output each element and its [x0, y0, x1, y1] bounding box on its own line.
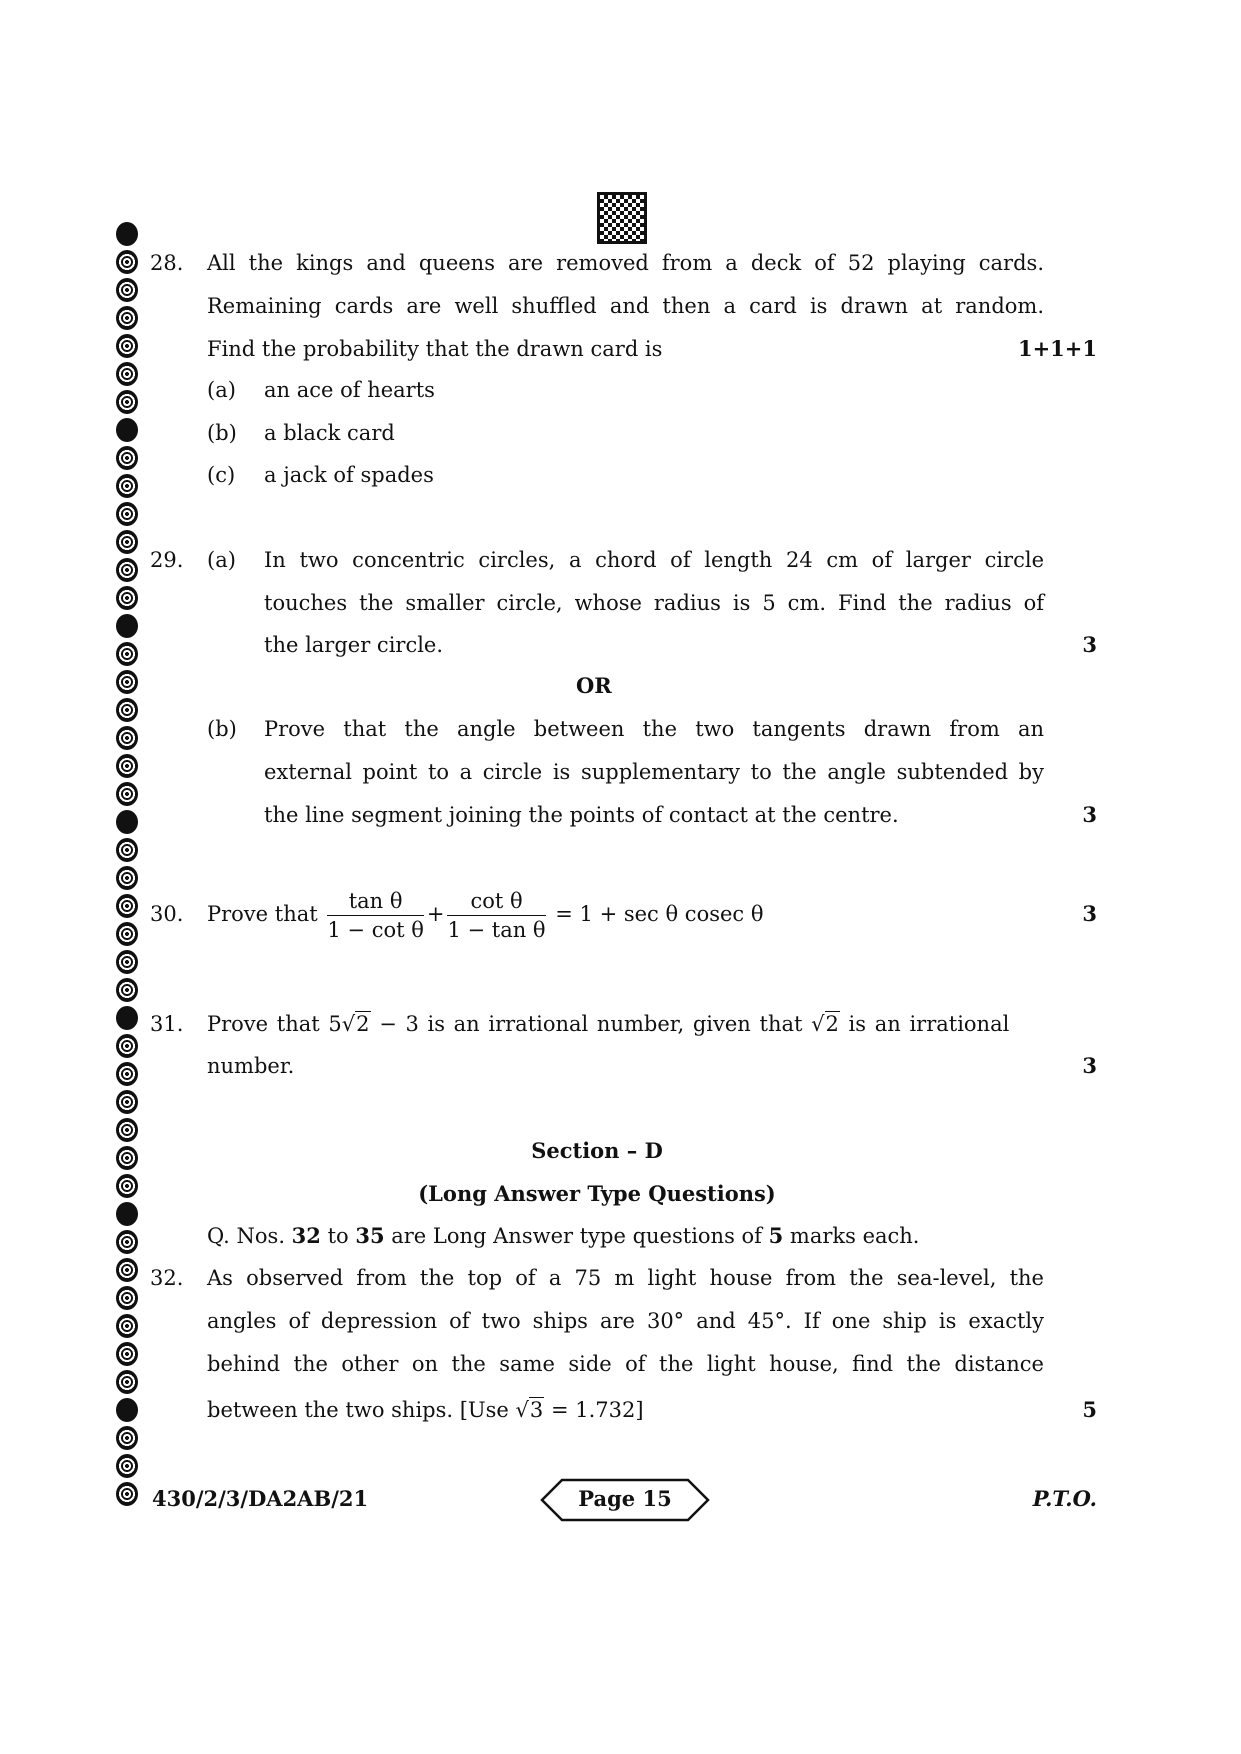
- q29-b-marks: 3: [1082, 802, 1097, 827]
- margin-ring-icon: [116, 642, 138, 666]
- margin-ring-icon: [116, 894, 138, 918]
- margin-ring-icon: [116, 1230, 138, 1254]
- option-text: a jack of spades: [264, 463, 434, 487]
- q29-a-line: In two concentric circles, a chord of length 24 cm of larger circle: [264, 548, 1044, 572]
- text: Prove that 5: [207, 1012, 342, 1036]
- q30-prefix: Prove that: [207, 902, 318, 926]
- q29-number: 29.: [150, 548, 184, 572]
- radicand: 2: [356, 1012, 370, 1036]
- q29-b-line: the line segment joining the points of contact at the centre.: [264, 803, 899, 827]
- t: marks each.: [783, 1224, 920, 1248]
- margin-ring-icon: [116, 1370, 138, 1394]
- pto-label: P.T.O.: [1032, 1486, 1097, 1511]
- numerator: tan θ: [327, 887, 423, 916]
- q29-a-line: the larger circle.: [264, 633, 444, 657]
- margin-ring-icon: [116, 838, 138, 862]
- option-label: (b): [207, 421, 237, 445]
- qr-code: [597, 192, 647, 244]
- left-margin-rings: [116, 222, 146, 1510]
- option-text: a black card: [264, 421, 395, 445]
- margin-ring-icon: [116, 698, 138, 722]
- margin-ring-icon: [116, 502, 138, 526]
- margin-ring-icon: [116, 1062, 138, 1086]
- margin-ring-icon: [116, 922, 138, 946]
- section-instructions: [207, 1223, 919, 1249]
- t: between the two ships. [Use: [207, 1398, 516, 1422]
- margin-ring-icon: [116, 558, 138, 582]
- t: are Long Answer type questions of: [384, 1224, 769, 1248]
- margin-ring-icon: [116, 1398, 138, 1422]
- page-number: Page 15: [578, 1486, 672, 1511]
- fraction-2: [447, 887, 545, 944]
- t: 5: [768, 1223, 784, 1248]
- margin-ring-icon: [116, 278, 138, 302]
- q32-line: angles of depression of two ships are 30° and 45°. If one ship is exactly: [207, 1309, 1044, 1333]
- q31-line: Prove that 5√2 − 3 is an irrational number, given that √2 is an irrational: [207, 1012, 1010, 1036]
- margin-ring-icon: [116, 1314, 138, 1338]
- margin-ring-icon: [116, 1286, 138, 1310]
- margin-ring-icon: [116, 1034, 138, 1058]
- q31-line: number.: [207, 1054, 295, 1078]
- margin-ring-icon: [116, 950, 138, 974]
- q28-line: All the kings and queens are removed from a deck of 52 playing cards.: [207, 251, 1044, 275]
- margin-ring-icon: [116, 306, 138, 330]
- margin-ring-icon: [116, 222, 138, 246]
- q29-b-label: (b): [207, 717, 237, 741]
- margin-ring-icon: [116, 670, 138, 694]
- q32-line: between the two ships. [Use √3 = 1.732]: [207, 1398, 644, 1422]
- q28-line: Remaining cards are well shuffled and then a card is drawn at random.: [207, 294, 1044, 318]
- margin-ring-icon: [116, 1454, 138, 1478]
- q29-b-line: Prove that the angle between the two tangents drawn from an: [264, 717, 1044, 741]
- margin-ring-icon: [116, 334, 138, 358]
- q32-line: As observed from the top of a 75 m light house from the sea-level, the: [207, 1266, 1044, 1290]
- margin-ring-icon: [116, 250, 138, 274]
- q29-a-marks: 3: [1082, 632, 1097, 657]
- q32-line: behind the other on the same side of the light house, find the distance: [207, 1352, 1044, 1376]
- margin-ring-icon: [116, 810, 138, 834]
- margin-ring-icon: [116, 390, 138, 414]
- text: − 3 is an irrational number, given that: [370, 1012, 812, 1036]
- q32-number: 32.: [150, 1266, 184, 1290]
- section-subtitle: (Long Answer Type Questions): [418, 1181, 776, 1206]
- margin-ring-icon: [116, 978, 138, 1002]
- margin-ring-icon: [116, 754, 138, 778]
- margin-ring-icon: [116, 530, 138, 554]
- t: = 1.732]: [544, 1398, 644, 1422]
- option-label: (a): [207, 378, 236, 402]
- q28-line: Find the probability that the drawn card is: [207, 337, 663, 361]
- margin-ring-icon: [116, 1006, 138, 1030]
- q29-a-label: (a): [207, 548, 236, 572]
- q32-marks: 5: [1082, 1397, 1097, 1422]
- q31-number: 31.: [150, 1012, 184, 1036]
- t: to: [320, 1224, 356, 1248]
- fraction-1: [327, 887, 423, 944]
- denominator: 1 − cot θ: [327, 918, 424, 942]
- q31-marks: 3: [1082, 1053, 1097, 1078]
- margin-ring-icon: [116, 782, 138, 806]
- denominator: 1 − tan θ: [447, 918, 546, 942]
- margin-ring-icon: [116, 726, 138, 750]
- radicand: 3: [529, 1398, 544, 1422]
- q30-equation: [207, 886, 764, 944]
- margin-ring-icon: [116, 586, 138, 610]
- margin-ring-icon: [116, 614, 138, 638]
- plus-sign: +: [426, 902, 445, 926]
- margin-ring-icon: [116, 1426, 138, 1450]
- margin-ring-icon: [116, 362, 138, 386]
- q28-marks: 1+1+1: [1017, 336, 1097, 361]
- q30-marks: 3: [1082, 901, 1097, 926]
- section-title: Section – D: [531, 1138, 663, 1163]
- option-text: an ace of hearts: [264, 378, 435, 402]
- margin-ring-icon: [116, 418, 138, 442]
- t: 32: [291, 1223, 321, 1248]
- q29-b-line: external point to a circle is supplementary to the angle subtended by: [264, 760, 1044, 784]
- margin-ring-icon: [116, 446, 138, 470]
- text: is an irrational: [839, 1012, 1010, 1036]
- q30-rhs: = 1 + sec θ cosec θ: [555, 902, 764, 926]
- margin-ring-icon: [116, 1090, 138, 1114]
- q29-a-line: touches the smaller circle, whose radius is 5 cm. Find the radius of: [264, 591, 1044, 615]
- numerator: cot θ: [447, 887, 545, 916]
- q28-number: 28.: [150, 251, 184, 275]
- or-separator: OR: [576, 673, 612, 698]
- q30-number: 30.: [150, 902, 184, 926]
- paper-code: 430/2/3/DA2AB/21: [152, 1486, 369, 1511]
- margin-ring-icon: [116, 866, 138, 890]
- margin-ring-icon: [116, 1342, 138, 1366]
- margin-ring-icon: [116, 1258, 138, 1282]
- option-label: (c): [207, 463, 236, 487]
- radicand: 2: [825, 1012, 839, 1036]
- t: 35: [355, 1223, 385, 1248]
- t: Q. Nos.: [207, 1224, 292, 1248]
- margin-ring-icon: [116, 1482, 138, 1506]
- margin-ring-icon: [116, 474, 138, 498]
